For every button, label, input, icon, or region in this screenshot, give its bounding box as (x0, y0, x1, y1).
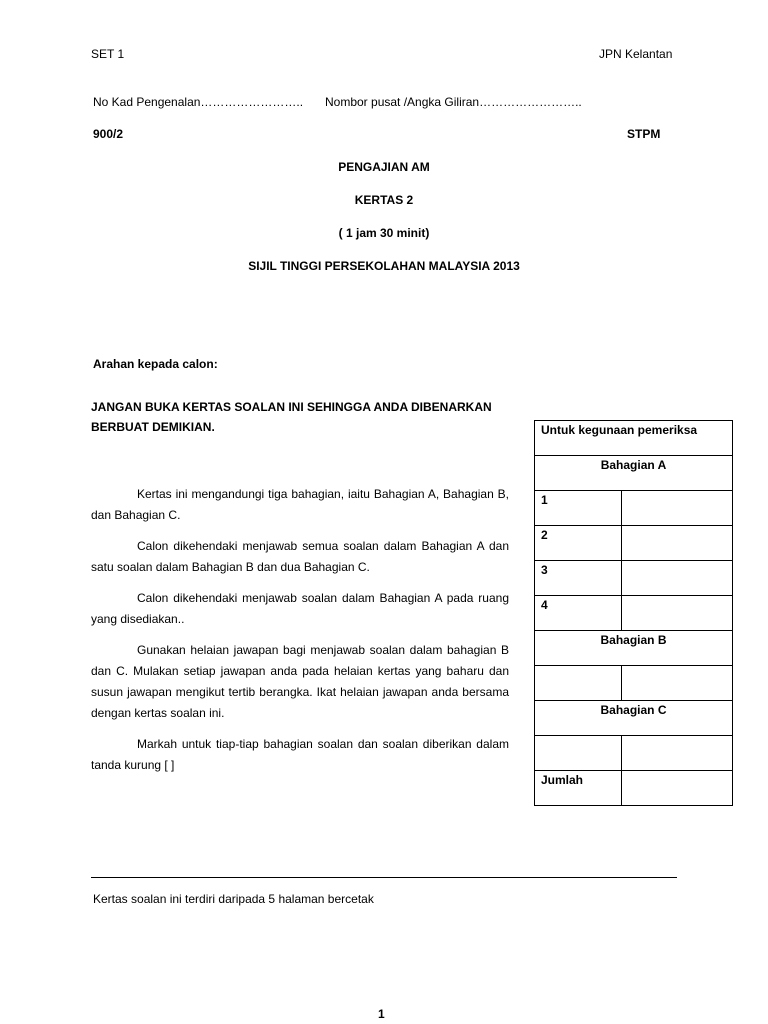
total-cell (622, 771, 733, 806)
paper-code: 900/2 (93, 127, 124, 141)
total-label: Jumlah (535, 771, 622, 806)
page-number: 1 (378, 1007, 385, 1021)
footer-divider (91, 877, 677, 878)
score-cell (622, 526, 733, 561)
instructions-heading: Arahan kepada calon: (93, 357, 218, 371)
question-number (535, 736, 622, 771)
section-c-label: Bahagian C (535, 701, 733, 736)
question-number: 1 (535, 491, 622, 526)
exam-name: STPM (627, 127, 661, 141)
section-a-label: Bahagian A (535, 456, 733, 491)
instruction-paragraph-3: Calon dikehendaki menjawab soalan dalam Bahagian A pada ruang yang disediakan.. (91, 591, 509, 626)
set-label: SET 1 (91, 47, 125, 61)
table-row (535, 771, 733, 806)
table-row (535, 491, 733, 526)
warning-line-1: JANGAN BUKA KERTAS SOALAN INI SEHINGGA ANDA DIBENARKAN (91, 400, 492, 414)
score-cell (622, 491, 733, 526)
examiner-table (534, 420, 733, 806)
subject-title: PENGAJIAN AM (338, 160, 430, 174)
paper-title: KERTAS 2 (354, 193, 414, 207)
pages-note: Kertas soalan ini terdiri daripada 5 halaman bercetak (93, 892, 374, 906)
score-cell (622, 666, 733, 701)
question-number: 4 (535, 596, 622, 631)
center-number-field: Nombor pusat /Angka Giliran…………………….. (325, 95, 582, 109)
duration: ( 1 jam 30 minit) (338, 226, 430, 240)
instruction-paragraph-1: Kertas ini mengandungi tiga bahagian, iaitu Bahagian A, Bahagian B, dan Bahagian C. (91, 487, 509, 522)
table-row (535, 596, 733, 631)
question-number (535, 666, 622, 701)
table-row (535, 526, 733, 561)
warning-line-2: BERBUAT DEMIKIAN. (91, 420, 215, 434)
instruction-paragraph-2: Calon dikehendaki menjawab semua soalan dalam Bahagian A dan satu soalan dalam Bahagian B dan dua Bahagian C. (91, 539, 509, 574)
score-cell (622, 561, 733, 596)
certificate-title: SIJIL TINGGI PERSEKOLAHAN MALAYSIA 2013 (248, 259, 520, 273)
table-row (535, 666, 733, 701)
section-b-label: Bahagian B (535, 631, 733, 666)
issuer-label: JPN Kelantan (599, 47, 673, 61)
score-cell (622, 736, 733, 771)
id-card-field: No Kad Pengenalan…………………….. (93, 95, 304, 109)
table-row (535, 561, 733, 596)
examiner-table-header: Untuk kegunaan pemeriksa (535, 421, 733, 456)
question-number: 3 (535, 561, 622, 596)
score-cell (622, 596, 733, 631)
instruction-paragraph-5: Markah untuk tiap-tiap bahagian soalan dan soalan diberikan dalam tanda kurung [ ] (91, 737, 509, 772)
instruction-paragraph-4: Gunakan helaian jawapan bagi menjawab soalan dalam bahagian B dan C. Mulakan setiap jawapan anda pada helaian kertas yang baharu dan susun jawapan mengikut tertib berangka. Ikat helaian jawapan anda bersama dengan kertas soalan ini. (91, 643, 509, 720)
table-row (535, 736, 733, 771)
question-number: 2 (535, 526, 622, 561)
